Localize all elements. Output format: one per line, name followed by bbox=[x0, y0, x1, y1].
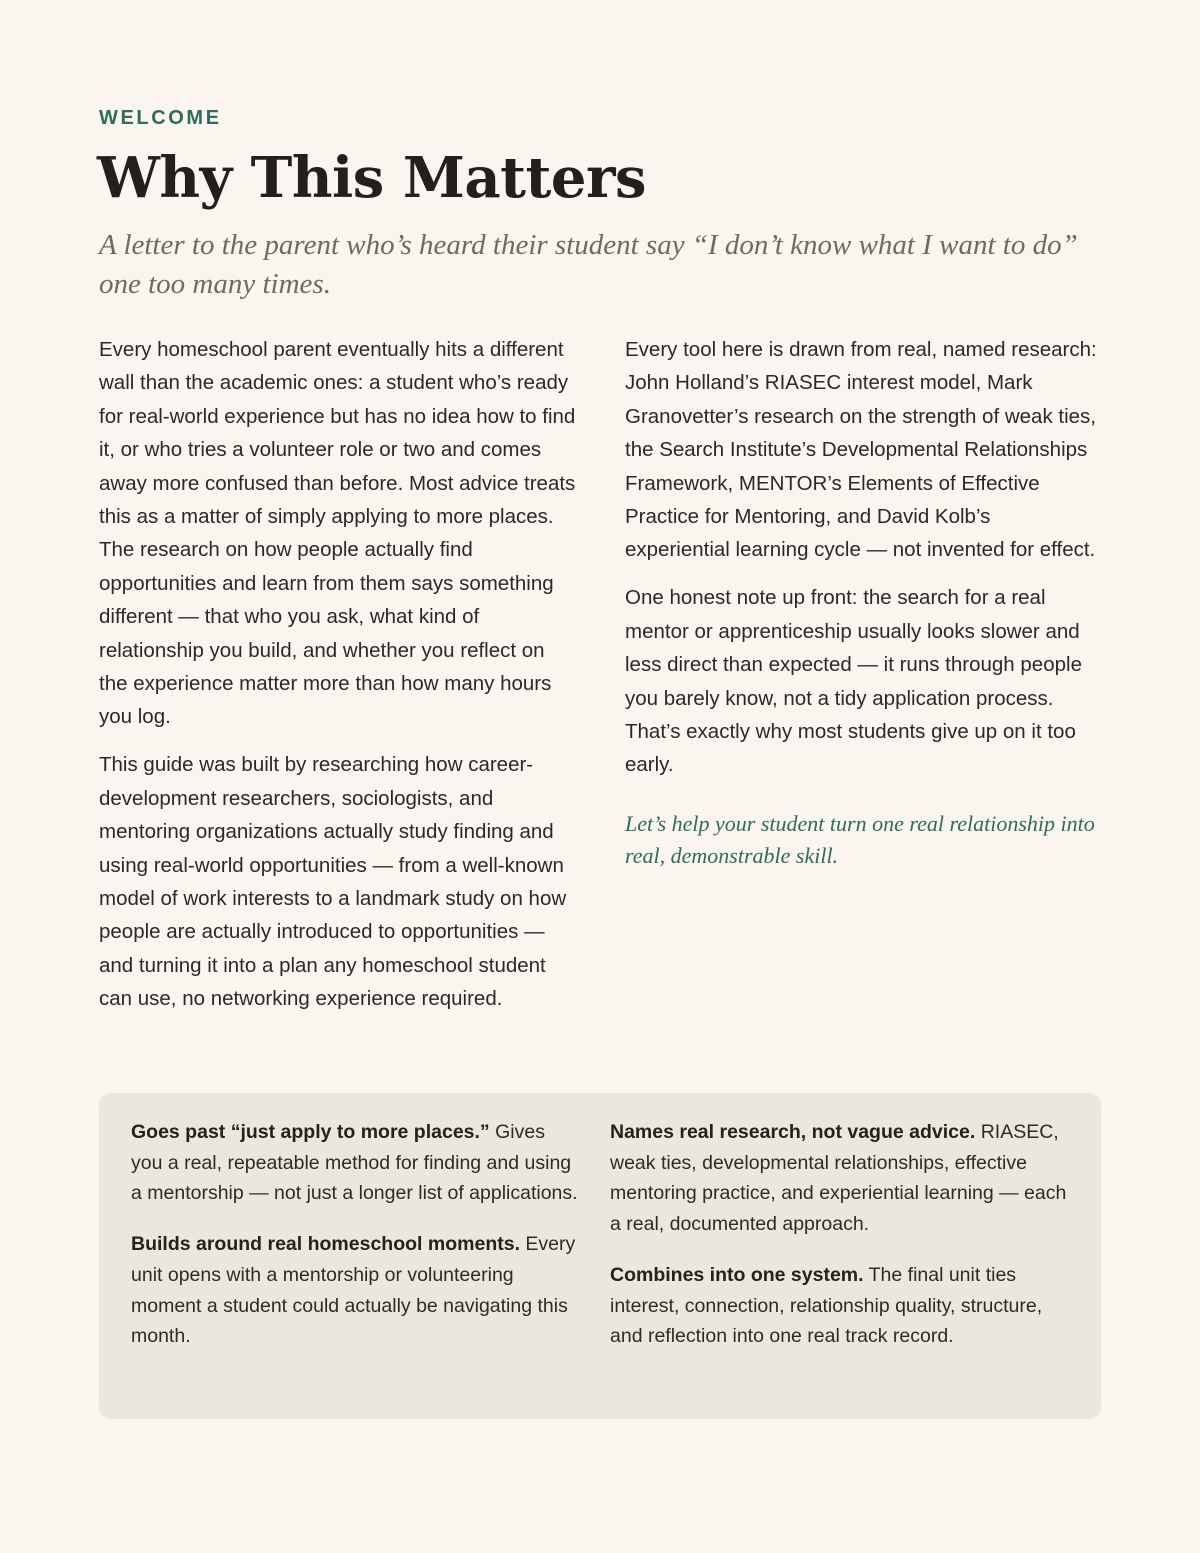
page-title: Why This Matters bbox=[97, 145, 646, 211]
feature-item bbox=[610, 1260, 1070, 1352]
feature-item bbox=[131, 1117, 581, 1209]
feature-text: The final unit ties interest, connection, relationship quality, structure, and reflection into one real track record. bbox=[610, 1263, 1043, 1348]
body-column-left bbox=[99, 333, 577, 1030]
body-paragraph: Every tool here is drawn from real, named research: John Holland’s RIASEC interest model, Mark Granovetter’s research on the strength of weak ties, the Search Institute’s Developmental Relationships Framework, MENTOR’s Elements of Effective Practice for Mentoring, and David Kolb’s experiential learning cycle — not invented for effect. bbox=[625, 338, 1097, 562]
feature-heading: Combines into one system. bbox=[610, 1263, 864, 1286]
feature-heading: Builds around real homeschool moments. bbox=[131, 1233, 520, 1256]
feature-item bbox=[131, 1229, 581, 1352]
feature-heading: Names real research, not vague advice. bbox=[610, 1121, 976, 1143]
features-column-left bbox=[131, 1117, 581, 1372]
features-column-right bbox=[610, 1117, 1070, 1372]
body-column-right bbox=[625, 333, 1099, 886]
feature-item bbox=[610, 1117, 1070, 1240]
feature-text: Gives you a real, repeatable method for finding and using a mentorship — not just a longer list of applications. bbox=[131, 1121, 578, 1205]
feature-heading: Goes past “just apply to more places.” bbox=[131, 1121, 490, 1143]
section-eyebrow: WELCOME bbox=[99, 107, 222, 129]
features-panel bbox=[99, 1093, 1101, 1419]
feature-text: RIASEC, weak ties, developmental relationships, effective mentoring practice, and experiential learning — each a real, documented approach. bbox=[610, 1121, 1067, 1236]
body-paragraph: Every homeschool parent eventually hits a different wall than the academic ones: a student who’s ready for real-world experience but has no idea how to find it, or who tries a volunteer role or two and comes away more confused than before. Most advice treats this as a matter of simply applying to more places. The research on how people actually find opportunities and learn from them says something different — that who you ask, what kind of relationship you build, and whether you reflect on the experience matter more than how many hours you log. bbox=[99, 338, 576, 729]
feature-text: Every unit opens with a mentorship or volunteering moment a student could actually be navigating this month. bbox=[131, 1233, 576, 1348]
page-subtitle: A letter to the parent who’s heard their student say “I don’t know what I want to do” one too many times. bbox=[99, 229, 1078, 300]
body-paragraph: One honest note up front: the search for a real mentor or apprenticeship usually looks slower and less direct than expected — it runs through people you barely know, not a tidy application process. That’s exactly why most students give up on it too early. bbox=[625, 586, 1082, 777]
closing-line: Let’s help your student turn one real relationship into real, demonstrable skill. bbox=[625, 810, 1095, 868]
body-paragraph: This guide was built by researching how career-development researchers, sociologists, and mentoring organizations actually study finding and using real-world opportunities — from a well-known model of work interests to a landmark study on how people are actually introduced to opportunities — and turning it into a plan any homeschool student can use, no networking experience required. bbox=[99, 753, 567, 1011]
